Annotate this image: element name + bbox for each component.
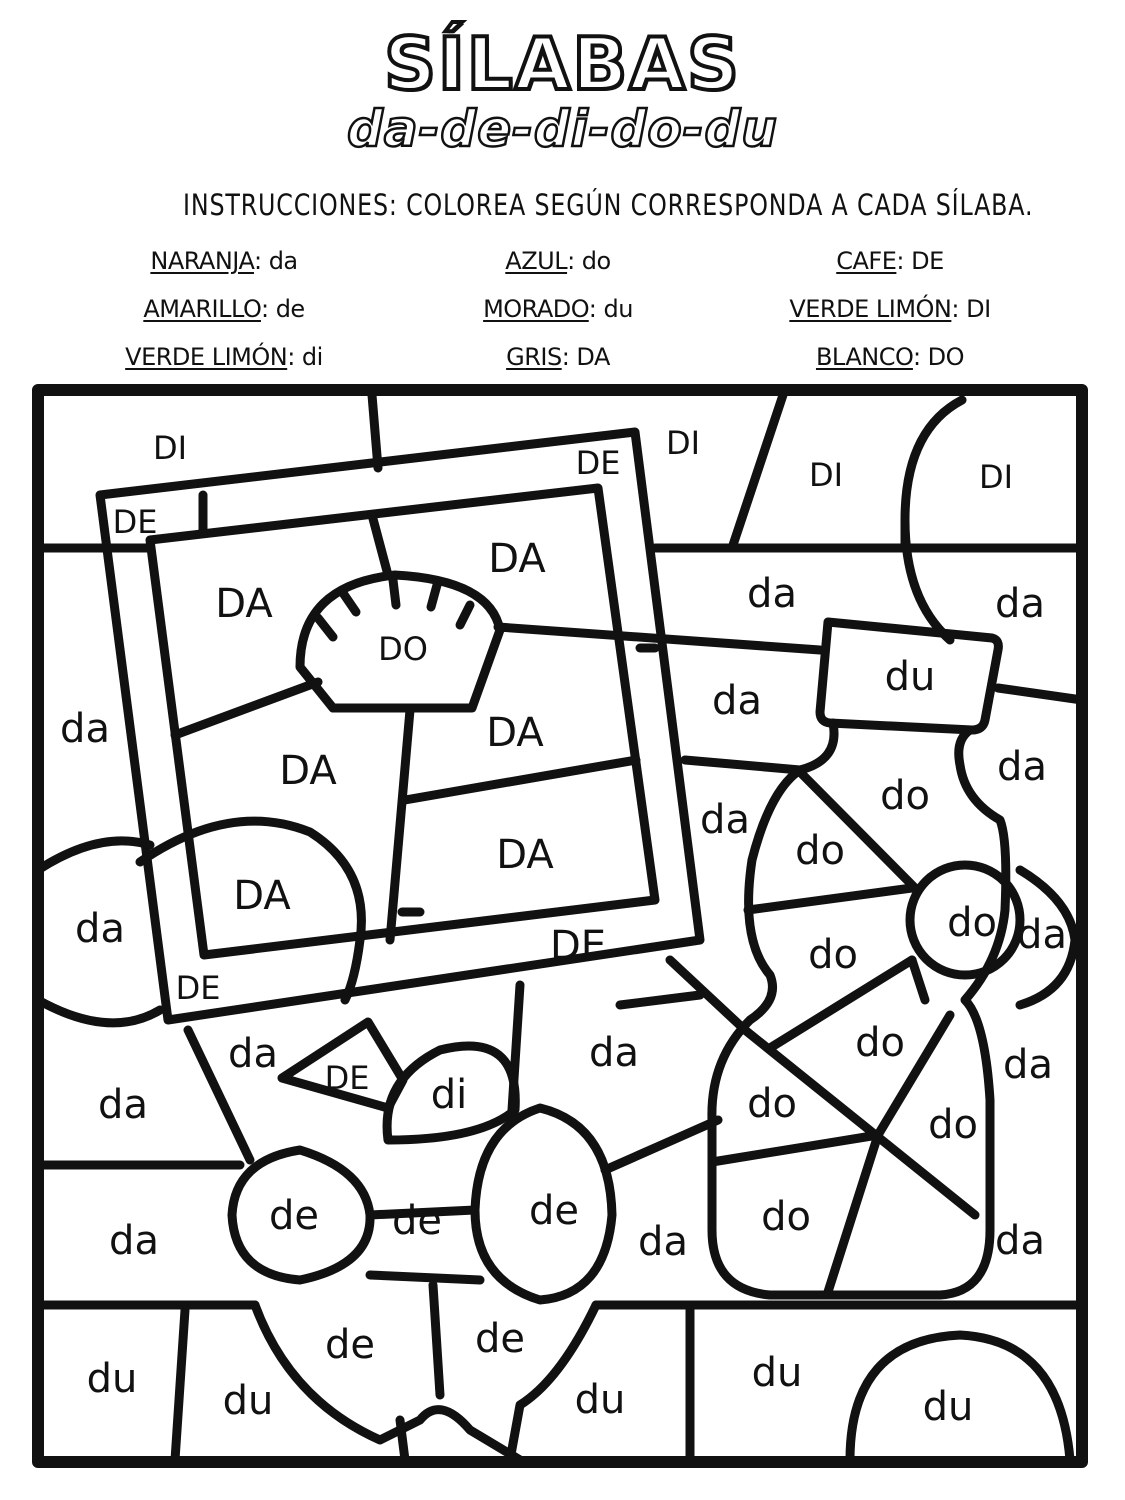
instructions-text: INSTRUCCIONES: COLOREA SEGÚN CORRESPONDA A CADA SÍLABA. [183, 188, 1034, 222]
key-syllable: da [268, 247, 298, 275]
syllable-label: do [761, 1194, 811, 1240]
syllable-label: du [922, 1384, 974, 1430]
syllable-label: da [589, 1030, 639, 1076]
syllable-label: da [109, 1218, 159, 1264]
syllable-label: do [795, 828, 845, 874]
key-syllable: DA [576, 343, 610, 371]
syllable-label: DA [488, 536, 546, 582]
syllable-label: DE [549, 923, 607, 969]
key-separator: : [561, 343, 577, 371]
syllable-label: do [808, 932, 858, 978]
syllable-label: DA [486, 710, 544, 756]
syllable-label: do [880, 773, 930, 819]
key-color-name: MORADO [483, 295, 589, 323]
syllable-label: da [1003, 1042, 1053, 1088]
syllable-label: du [86, 1356, 138, 1402]
syllable-label: du [751, 1350, 803, 1396]
syllable-label: da [995, 1218, 1045, 1264]
syllable-label: DA [215, 581, 273, 627]
syllable-label: da [98, 1082, 148, 1128]
key-color-name: VERDE LIMÓN [125, 343, 288, 371]
syllable-label: da [1017, 912, 1067, 958]
key-separator: : [588, 295, 604, 323]
key-color-name: AZUL [505, 247, 568, 275]
key-color-name: GRIS [506, 343, 562, 371]
syllable-label: DA [233, 873, 291, 919]
syllable-label: de [475, 1316, 525, 1362]
syllable-label: da [700, 797, 750, 843]
syllable-label: DO [378, 630, 428, 669]
syllable-label: DA [496, 832, 554, 878]
syllable-label: da [995, 581, 1045, 627]
key-color-name: CAFE [836, 247, 897, 275]
worksheet-title: SÍLABAS [384, 22, 741, 106]
key-syllable: du [603, 295, 633, 323]
syllable-label: DE [575, 444, 621, 483]
syllable-label: DI [152, 429, 188, 468]
key-color-name: AMARILLO [143, 295, 261, 323]
syllable-label: DI [978, 458, 1014, 497]
syllable-label: de [325, 1322, 375, 1368]
syllable-label: do [928, 1102, 978, 1148]
key-separator: : [567, 247, 582, 275]
key-syllable: di [301, 343, 323, 371]
key-syllable: do [581, 247, 611, 275]
syllable-label: de [392, 1198, 442, 1244]
syllable-label: da [228, 1031, 278, 1077]
worksheet-subtitle: da-de-di-do-du [347, 100, 778, 158]
syllable-label: da [75, 906, 125, 952]
key-separator: : [253, 247, 269, 275]
syllable-label: DE [324, 1059, 370, 1098]
syllable-label: DI [808, 456, 844, 495]
key-separator: : [951, 295, 967, 323]
syllable-label: da [712, 678, 762, 724]
key-separator: : [912, 343, 928, 371]
syllable-label: DA [279, 748, 337, 794]
key-color-name: NARANJA [150, 247, 254, 275]
syllable-label: du [222, 1378, 274, 1424]
syllable-label: do [855, 1020, 905, 1066]
syllable-label: do [947, 900, 997, 946]
key-color-name: BLANCO [815, 343, 913, 371]
key-separator: : [260, 295, 276, 323]
syllable-label: da [997, 744, 1047, 790]
syllable-label: do [747, 1081, 797, 1127]
key-syllable: DI [966, 295, 991, 323]
syllable-label: de [269, 1193, 319, 1239]
key-syllable: de [275, 295, 305, 323]
key-color-name: VERDE LIMÓN [789, 295, 952, 323]
syllable-label: de [529, 1188, 579, 1234]
syllable-label: du [574, 1377, 626, 1423]
key-separator: : [896, 247, 912, 275]
syllable-label: du [884, 654, 936, 700]
syllable-label: DI [665, 424, 701, 463]
key-syllable: DE [911, 247, 944, 275]
syllable-label: da [60, 706, 110, 752]
syllable-label: da [747, 571, 797, 617]
frame-inner [150, 488, 655, 955]
syllable-label: DE [175, 969, 221, 1008]
key-syllable: DO [927, 343, 965, 371]
syllable-label: di [430, 1072, 468, 1118]
syllable-label: da [638, 1219, 688, 1265]
syllable-label: DE [112, 503, 158, 542]
key-separator: : [287, 343, 302, 371]
